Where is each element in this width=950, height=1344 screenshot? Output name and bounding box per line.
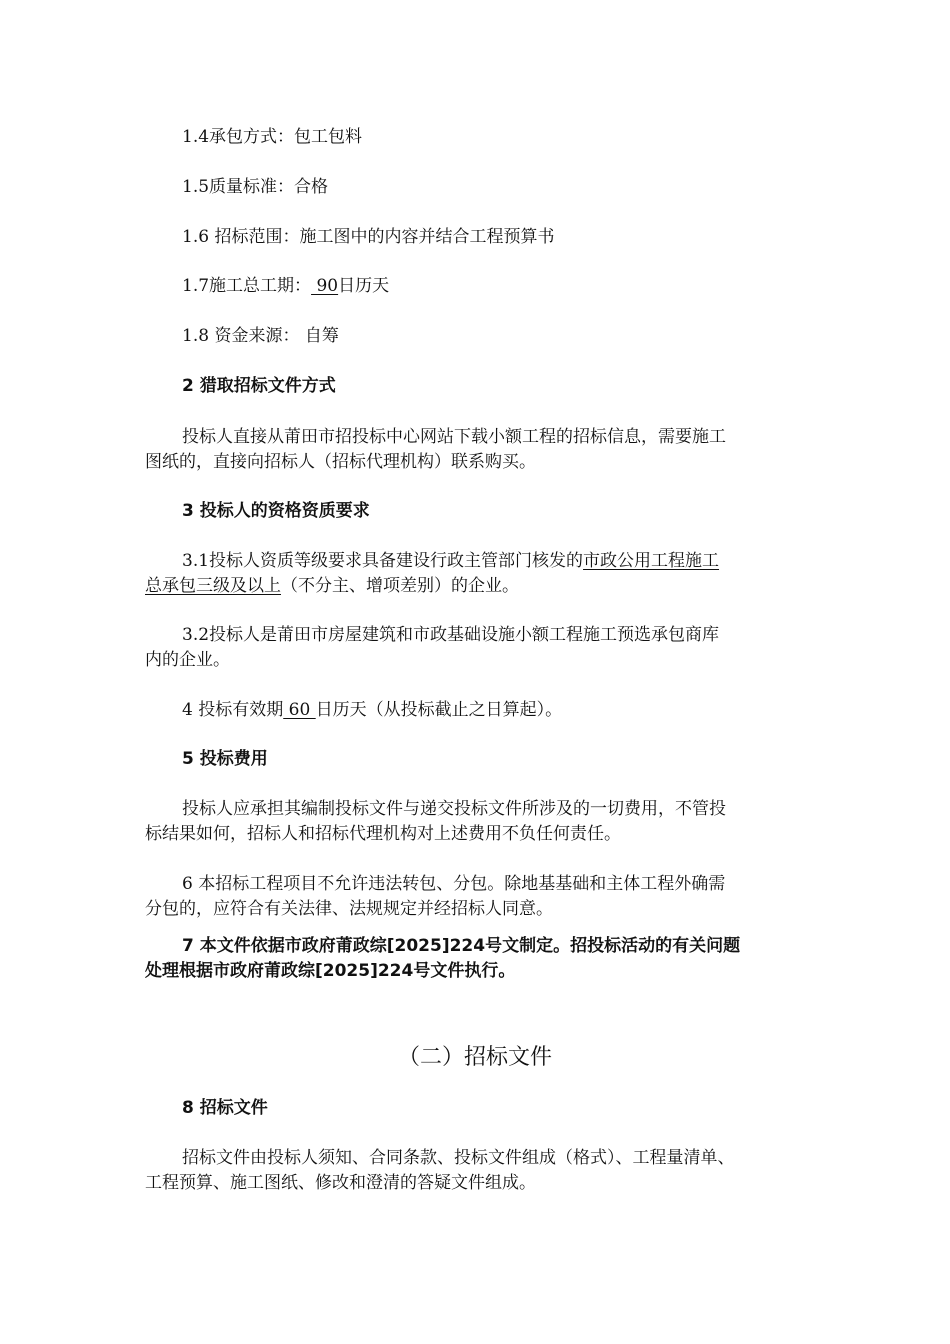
item-1-7-value: 90 bbox=[311, 276, 339, 296]
section-3-1-tail: （不分主、增项差别）的企业。 bbox=[281, 576, 519, 596]
section-3-1-line2 bbox=[145, 573, 815, 599]
part-2-title: （二）招标文件 bbox=[397, 1045, 552, 1070]
item-1-4: 1.4承包方式：包工包料 bbox=[182, 127, 363, 147]
section-6-line1: 6 本招标工程项目不允许违法转包、分包。除地基基础和主体工程外确需 bbox=[182, 874, 726, 894]
section-5-para-line1: 投标人应承担其编制投标文件与递交投标文件所涉及的一切费用，不管投 bbox=[182, 799, 726, 819]
section-2-para-line2: 图纸的，直接向招标人（招标代理机构）联系购买。 bbox=[145, 452, 536, 472]
section-2-para-line1: 投标人直接从莆田市招投标中心网站下载小额工程的招标信息，需要施工 bbox=[182, 427, 726, 447]
section-4-tail: 日历天（从投标截止之日算起）。 bbox=[315, 700, 563, 720]
section-5-heading: 5 投标费用 bbox=[182, 749, 268, 769]
section-3-2-line2: 内的企业。 bbox=[145, 650, 230, 670]
section-3-2-line1: 3.2投标人是莆田市房屋建筑和市政基础设施小额工程施工预选承包商库 bbox=[182, 625, 720, 645]
section-3-heading: 3 投标人的资格资质要求 bbox=[182, 501, 370, 521]
item-1-6: 1.6 招标范围：施工图中的内容并结合工程预算书 bbox=[182, 227, 555, 247]
section-8-para-line1: 招标文件由投标人须知、合同条款、投标文件组成（格式）、工程量清单、 bbox=[182, 1148, 735, 1168]
section-2-heading: 2 猎取招标文件方式 bbox=[182, 376, 336, 396]
item-1-7-unit: 日历天 bbox=[338, 276, 390, 296]
section-4-value: 60 bbox=[283, 700, 316, 720]
section-3-1-underlined: 市政公用工程施工 bbox=[583, 551, 720, 571]
section-7-line1: 7 本文件依据市政府莆政综[2025]224号文制定。招投标活动的有关问题 bbox=[182, 936, 741, 956]
section-8-para-line2: 工程预算、施工图纸、修改和澄清的答疑文件组成。 bbox=[145, 1173, 536, 1193]
section-3-1-line1 bbox=[182, 548, 852, 574]
section-4 bbox=[182, 697, 852, 723]
section-7-line2: 处理根据市政府莆政综[2025]224号文件执行。 bbox=[145, 961, 516, 981]
section-4-label: 4 投标有效期 bbox=[182, 700, 284, 720]
section-8-heading: 8 招标文件 bbox=[182, 1098, 268, 1118]
item-1-8: 1.8 资金来源： 自筹 bbox=[182, 326, 339, 346]
section-5-para-line2: 标结果如何，招标人和招标代理机构对上述费用不负任何责任。 bbox=[145, 824, 621, 844]
section-3-1-text: 3.1投标人资质等级要求具备建设行政主管部门核发的 bbox=[182, 551, 584, 571]
section-3-1-underlined-cont: 总承包三级及以上 bbox=[145, 576, 281, 596]
item-1-7-label: 1.7施工总工期： bbox=[182, 276, 312, 296]
section-6-line2: 分包的，应符合有关法律、法规规定并经招标人同意。 bbox=[145, 899, 553, 919]
item-1-7 bbox=[182, 273, 852, 299]
item-1-5: 1.5质量标准：合格 bbox=[182, 177, 329, 197]
